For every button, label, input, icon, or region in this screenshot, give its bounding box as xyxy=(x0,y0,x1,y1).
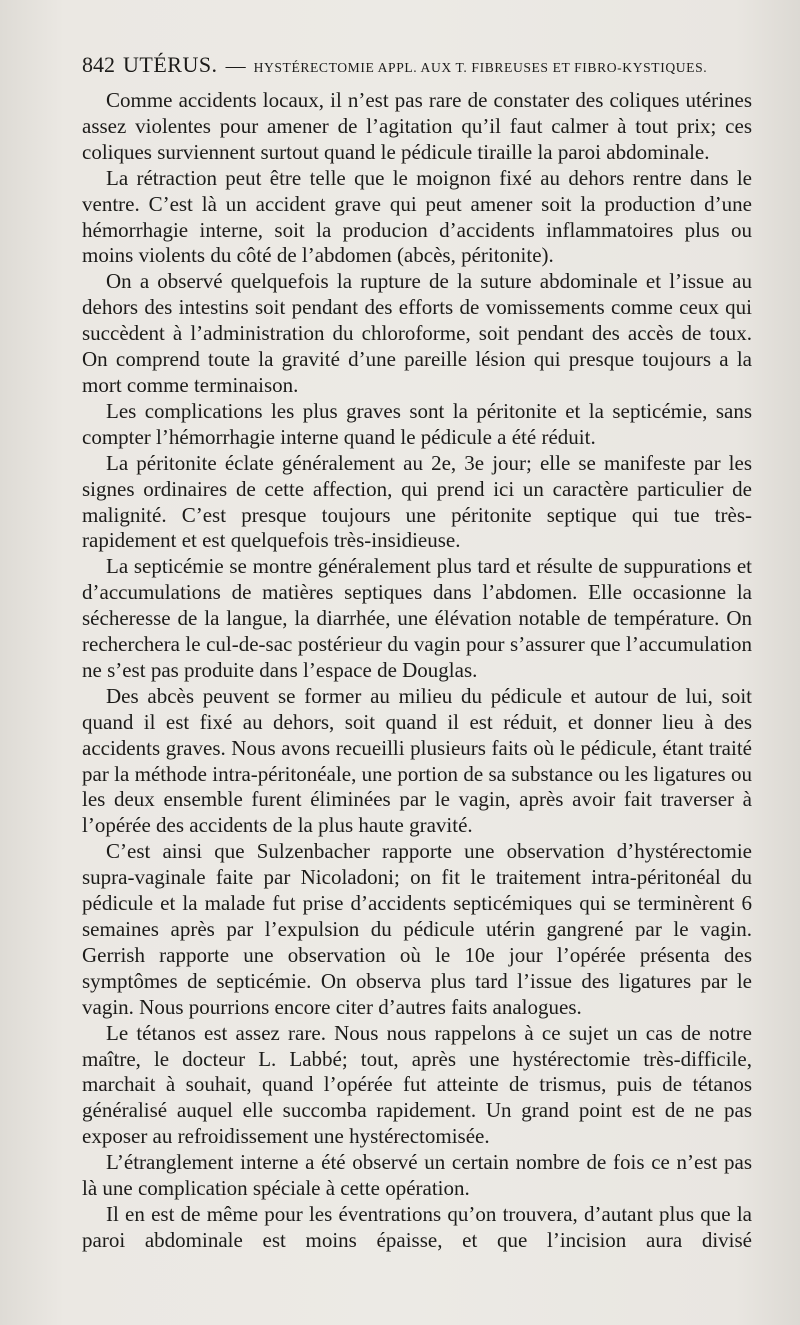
paragraph: La rétraction peut être telle que le moignon fixé au dehors rentre dans le ventre. C’est là un accident grave qui peut amener soit la production d’une hémorrhagie interne, soit la producion d’accidents inflammatoires plus ou moins violents du côté de l’abdomen (abcès, péritonite). xyxy=(82,165,752,268)
paragraph: Le tétanos est assez rare. Nous nous rappelons à ce sujet un cas de notre maître, le docteur L. Labbé; tout, après une hystérectomie très-difficile, marchait à souhait, quand l’opérée fut atteinte de trismus, puis de tétanos généralisé auquel elle succomba rapidement. Un grand point est de ne pas exposer au refroidissement une hystérectomisée. xyxy=(82,1020,752,1149)
paragraph: La septicémie se montre généralement plus tard et résulte de suppurations et d’accumulations de matières septiques dans l’abdomen. Elle occasionne la sécheresse de la langue, la diarrhée, une élévation notable de température. On recherchera le cul-de-sac postérieur du vagin pour s’assurer que l’accumulation ne s’est pas produite dans l’espace de Douglas. xyxy=(82,554,752,682)
page-number: 842 xyxy=(82,52,115,77)
paragraph: Comme accidents locaux, il n’est pas rare de constater des coliques utérines assez violentes pour amener de l’agitation qu’il faut calmer à tout prix; ces coliques surviennent surtout quand le pédicule tiraille la paroi abdominale. xyxy=(82,88,752,164)
paragraph: La péritonite éclate généralement au 2e, 3e jour; elle se manifeste par les signes ordinaires de cette affection, qui prend ici un caractère particulier de malignité. C’est presque toujours une péritonite septique qui tue très-rapidement et est quelquefois très-insidieuse. xyxy=(82,450,752,553)
paragraph: L’étranglement interne a été observé un certain nombre de fois ce n’est pas là une complication spéciale à cette opération. xyxy=(82,1150,752,1201)
paragraph: C’est ainsi que Sulzenbacher rapporte une observation d’hystérectomie supra-vaginale faite par Nicoladoni; on fit le traitement intra-péritonéal du pédicule et la malade fut prise d’accidents septicémiques qui se terminèrent 6 semaines après par l’expulsion du pédicule utérin gangrené par le vagin. Gerrish rapporte une observation où le 10e jour l’opérée présenta des symptômes de septicémie. On observa plus tard l’issue des ligatures par le vagin. Nous pourrions encore citer d’autres faits analogues. xyxy=(82,839,752,1019)
paragraph: Il en est de même pour les éventrations qu’on trouvera, d’autant plus que la paroi abdominale est moins épaisse, et que l’incision aura divisé xyxy=(82,1201,752,1252)
running-title: UTÉRUS. xyxy=(123,52,218,77)
paragraph: Des abcès peuvent se former au milieu du pédicule et autour de lui, soit quand il est fixé au dehors, soit quand il est réduit, et donner lieu à des accidents graves. Nous avons recueilli plusieurs faits où le pédicule, étant traité par la méthode intra-péritonéale, une portion de sa substance ou les ligatures ou les deux ensemble furent éliminées par le vagin, après avoir fait traverser à l’opérée des accidents de la plus haute gravité. xyxy=(82,683,752,838)
body-text xyxy=(82,88,752,1254)
running-header xyxy=(82,52,742,78)
paragraph: On a observé quelquefois la rupture de la suture abdominale et l’issue au dehors des intestins soit pendant des efforts de vomissements comme ceux qui succèdent à l’administration du chloroforme, soit pendant des accès de toux. On comprend toute la gravité d’une pareille lésion qui presque toujours a la mort comme terminaison. xyxy=(82,269,752,397)
paragraph: Les complications les plus graves sont la péritonite et la septicémie, sans compter l’hémorrhagie interne quand le pédicule a été réduit. xyxy=(82,398,752,449)
running-subtitle: HYSTÉRECTOMIE APPL. AUX T. FIBREUSES ET FIBRO-KYSTIQUES. xyxy=(253,60,708,75)
running-dash: — xyxy=(225,55,246,77)
